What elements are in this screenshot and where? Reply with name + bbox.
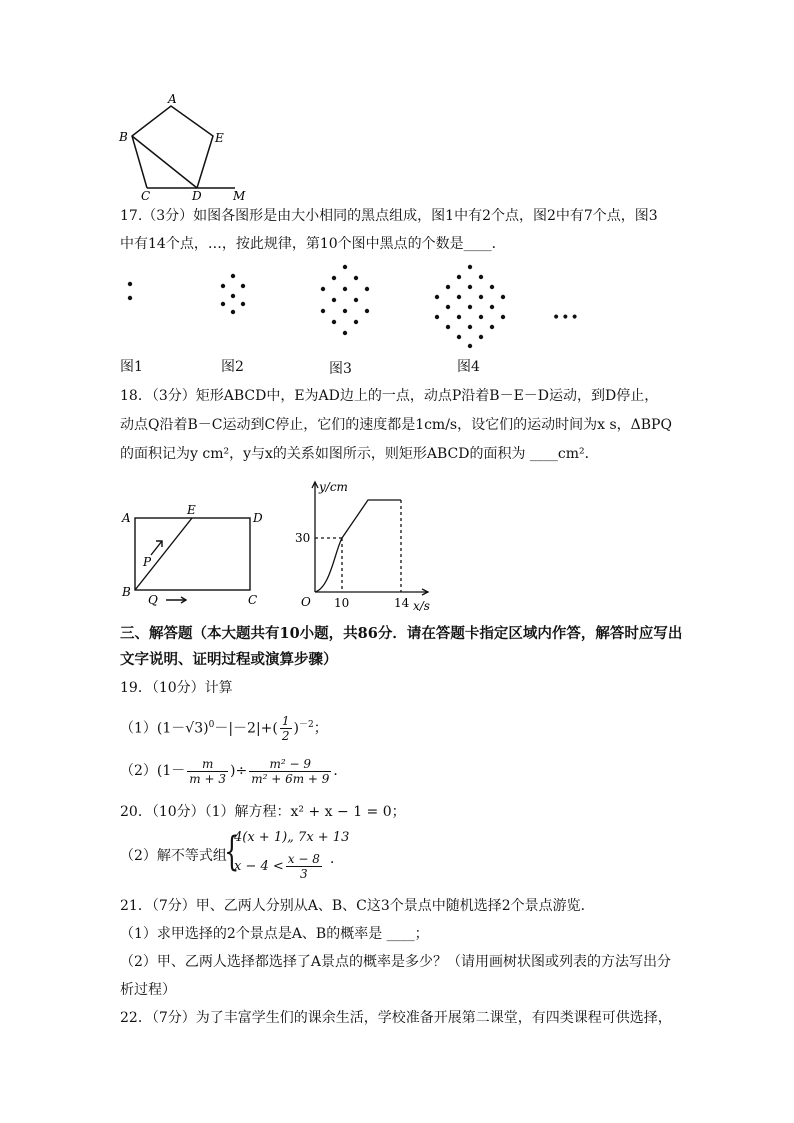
- rectangle-figure: [118, 500, 278, 608]
- q18-line2: 动点Q沿着B－C运动到C停止，它们的速度都是1cm/s，设它们的运动时间为x s，ΔBPQ: [120, 417, 672, 433]
- fig-label-3: 图3: [329, 361, 352, 377]
- q21-line1: 21．（7分）甲、乙两人分别从A、B、C这3个景点中随机选择2个景点游览．: [120, 898, 595, 914]
- figure-3-dots: [321, 265, 369, 335]
- yx-graph: [290, 476, 440, 614]
- q18-line3: 的面积记为y cm²，y与x的关系如图所示，则矩形ABCD的面积为 ____cm²．: [120, 446, 599, 462]
- q19-p2-a: (1－: [156, 763, 186, 779]
- q19-part1: [120, 710, 328, 744]
- graph-y-tick-30: 30: [295, 531, 311, 545]
- figure-2-dots: [221, 274, 245, 314]
- rect-label-A: A: [122, 511, 131, 525]
- q19-p2-b: )÷: [230, 763, 248, 779]
- q21-line4: 析过程）: [120, 982, 176, 998]
- section3-title-line2: 文字说明、证明过程或演算步骤）: [120, 651, 338, 668]
- label-E: E: [215, 131, 224, 145]
- label-D: D: [192, 189, 202, 200]
- label-M: M: [233, 189, 246, 200]
- q19-p1-frac: $\frac{1}{2}$: [281, 714, 290, 744]
- q18-line1: 18．（3分）矩形ABCD中，E为AD边上的一点，动点P沿着B－E－D运动，到D停止，: [120, 388, 659, 404]
- graph-x-tick-10: 10: [334, 596, 350, 610]
- q19-p1-expr-c: ): [293, 720, 299, 737]
- q20-ineq2: [234, 852, 324, 881]
- dots-ellipsis: •••: [552, 310, 580, 326]
- pentagon-outline: [132, 106, 213, 188]
- q20-brace: {: [224, 829, 240, 875]
- q19-p2-frac1: $\frac{m}{m + 3}$: [189, 756, 226, 786]
- segment-BE: [135, 518, 192, 590]
- label-B: B: [119, 130, 128, 144]
- dot-pattern-figures: [120, 262, 590, 352]
- graph-origin: O: [301, 595, 311, 609]
- q20-end: ．: [330, 851, 344, 867]
- label-C: C: [141, 189, 151, 200]
- q20-head: 20．（10分）（1）解方程：x² + x − 1 = 0；: [120, 804, 406, 820]
- figure-4-dots: [435, 265, 505, 348]
- rect-label-E: E: [187, 503, 196, 517]
- rect-label-B: B: [122, 585, 131, 599]
- q19-p1-expr-b: －|－2|+(: [214, 720, 278, 737]
- q19-part2: [120, 754, 347, 788]
- rect-label-Q: Q: [148, 593, 158, 607]
- fig-label-4: 图4: [457, 359, 480, 375]
- q19-p2-end: ．: [333, 763, 348, 779]
- q19-p1-exp: －2: [298, 720, 314, 730]
- fig-label-1: 图1: [120, 359, 143, 375]
- q19-p1-end: ；: [313, 720, 328, 737]
- section3-title-line1: 三、解答题（本大题共有10小题，共86分．请在答题卡指定区域内作答，解答时应写出: [120, 625, 683, 642]
- rect-label-P: P: [143, 555, 152, 569]
- arrow-P: [151, 541, 162, 555]
- q20-p2-label: （2）解不等式组: [120, 848, 227, 864]
- q17-line2: 中有14个点，…，按此规律，第10个图中黑点的个数是____．: [120, 236, 506, 252]
- q20-ineq2-frac: $\frac{x - 8}{3}$: [287, 852, 320, 881]
- label-A: A: [168, 92, 177, 106]
- rect-label-D: D: [253, 511, 263, 525]
- q19-p1-label: （1）: [120, 720, 157, 737]
- q21-line3: （2）甲、乙两人选择都选择了A景点的概率是多少？（请用画树状图或列表的方法写出分: [120, 954, 672, 970]
- pentagon-figure: [115, 92, 255, 200]
- graph-x-label: x/s: [413, 599, 430, 613]
- q17-line1: 17.（3分）如图各图形是由大小相同的黑点组成，图1中有2个点，图2中有7个点，图3: [120, 208, 658, 224]
- q20-ineq1: 4(x + 1)„ 7x + 13: [234, 830, 350, 845]
- q20-ineq2-a: x − 4 <: [234, 859, 284, 874]
- figure-1-dots: [128, 282, 132, 300]
- q21-line2: （1）求甲选择的2个景点是A、B的概率是 ____；: [120, 926, 429, 942]
- graph-y-label: y/cm: [319, 480, 348, 494]
- segment-BD: [132, 136, 197, 188]
- graph-x-tick-14: 14: [394, 596, 410, 610]
- q19-p1-expr-a: (1－√3): [156, 720, 209, 737]
- q19-p1-exp0: 0: [208, 720, 215, 730]
- q19-p2-frac2: $\frac{\text{m² − 9}}{\text{m² + 6m + 9}}$: [251, 756, 330, 786]
- q19-head: 19．（10分）计算: [120, 680, 233, 696]
- q19-p2-label: （2）: [120, 763, 157, 779]
- fig-label-2: 图2: [221, 359, 244, 375]
- rect-label-C: C: [248, 593, 258, 607]
- graph-curve: [315, 500, 401, 592]
- q22-line1: 22．（7分）为了丰富学生们的课余生活，学校准备开展第二课堂，有四类课程可供选择，: [120, 1010, 672, 1026]
